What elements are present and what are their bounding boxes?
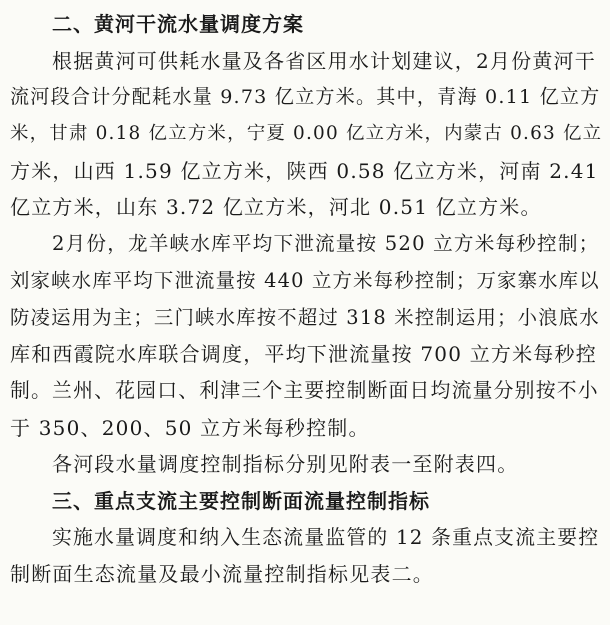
section-heading: 三、重点支流主要控制断面流量控制指标 (52, 488, 430, 513)
paragraph-line: 方米，山西 1.59 亿立方米，陕西 0.58 亿立方米，河南 2.41 (10, 158, 599, 183)
paragraph-line: 制。兰州、花园口、利津三个主要控制断面日均流量分别按不小 (10, 378, 599, 402)
paragraph-line: 根据黄河可供耗水量及各省区用水计划建议，2月份黄河干 (52, 48, 596, 73)
paragraph-line: 实施水量调度和纳入生态流量监管的 12 条重点支流主要控 (52, 525, 600, 549)
paragraph-reservoir-control (10, 226, 604, 446)
paragraph-line: 2月份，龙羊峡水库平均下泄流量按 520 立方米每秒控制； (52, 232, 600, 256)
paragraph-line: 流河段合计分配耗水量 9.73 亿立方米。其中，青海 0.11 亿立方 (10, 85, 601, 109)
paragraph-line: 制断面生态流量及最小流量控制指标见表二。 (10, 562, 434, 587)
paragraph-line: 米，甘肃 0.18 亿立方米，宁夏 0.00 亿立方米，内蒙古 0.63 亿立 (10, 123, 603, 145)
paragraph-line: 亿立方米，山东 3.72 亿立方米，河北 0.51 亿立方米。 (10, 195, 542, 220)
section-heading: 二、黄河干流水量调度方案 (52, 12, 304, 36)
paragraph-line: 库和西霞院水库联合调度，平均下泄流量按 700 立方米每秒控 (10, 342, 597, 367)
paragraph-line: 刘家峡水库平均下泄流量按 440 立方米每秒控制；万家寨水库以 (10, 268, 600, 292)
paragraph-tributary-flow (10, 520, 604, 593)
paragraph-appendix-reference: 各河段水量调度控制指标分别见附表一至附表四。 (52, 452, 519, 477)
paragraph-water-allocation (10, 43, 604, 226)
paragraph-line: 于 350、200、50 立方米每秒控制。 (10, 415, 370, 440)
paragraph-line: 防凌运用为主；三门峡水库按不超过 318 米控制运用；小浪底水 (10, 305, 600, 329)
